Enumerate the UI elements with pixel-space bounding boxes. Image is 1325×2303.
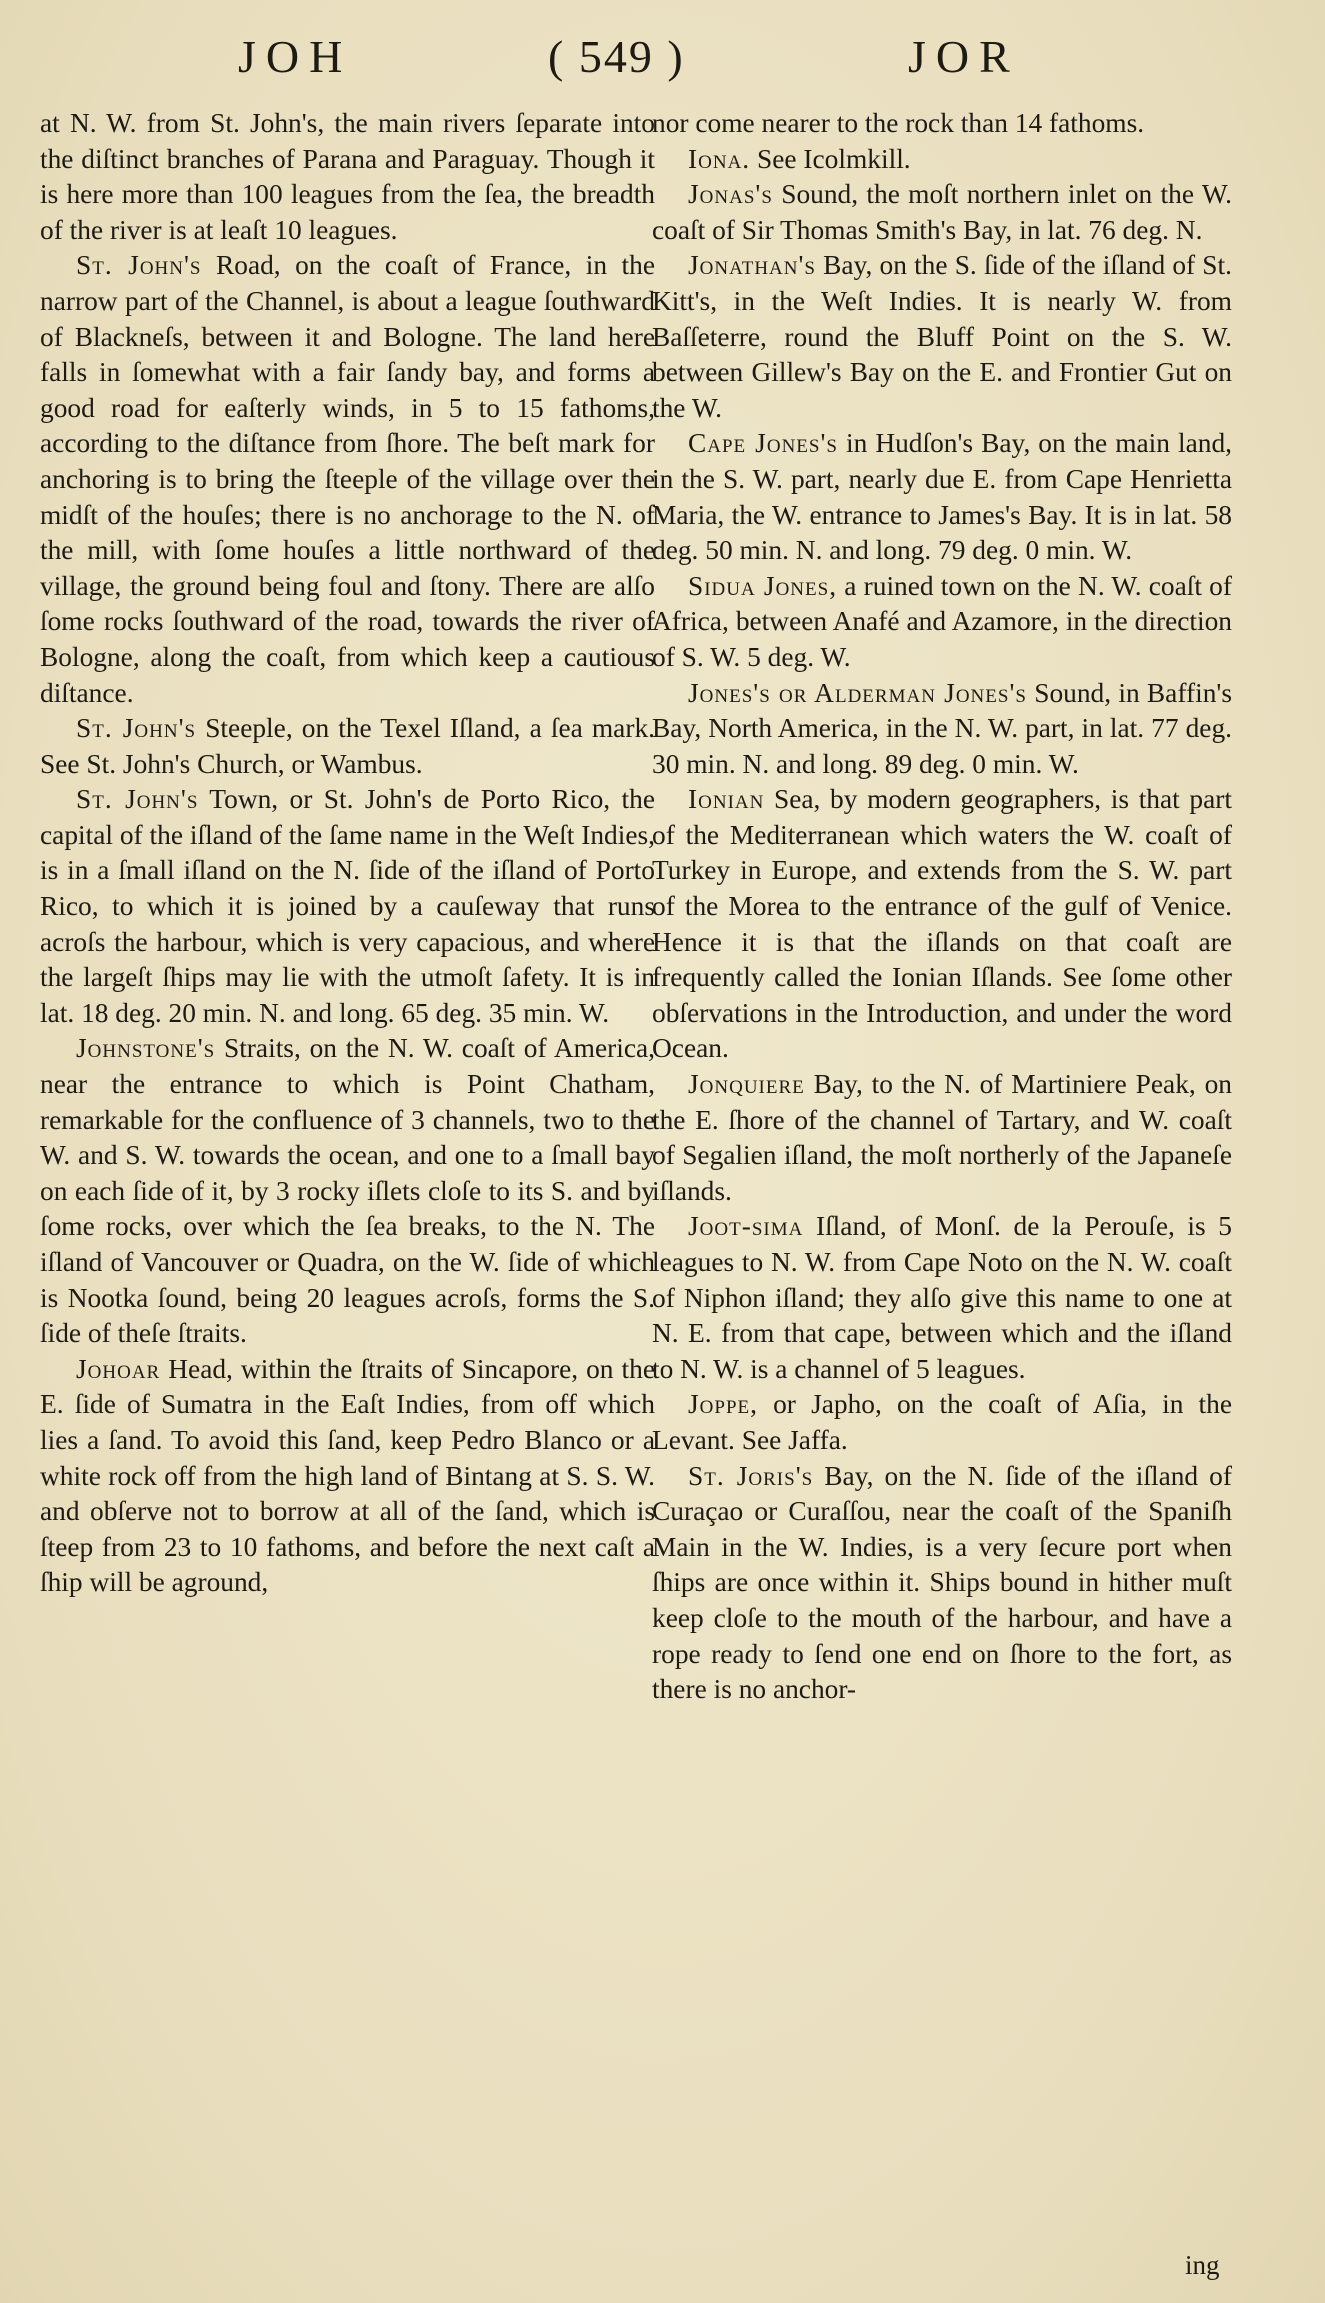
entry-cape-jones: Cape Jones's in Hudſon's Bay, on the main land, in the S. W. part, nearly due E. from Cape Henrietta Maria, the W. entrance to James's Bay. It is in lat. 58 deg. 50 min. N. and long. 79 deg. 0 min. W. <box>652 428 1232 566</box>
entry-jones-sound: Jones's or Alderman Jones's Sound, in Baffin's Bay, North America, in the N. W. part, in lat. 77 deg. 30 min. N. and long. 89 deg. 0 min. W. <box>652 677 1232 779</box>
entry-jonas: Jonas's Sound, the moſt northern inlet on the W. coaſt of Sir Thomas Smith's Bay, in lat. 76 deg. N. <box>652 179 1232 245</box>
catchword: ing <box>1185 2250 1220 2280</box>
entry-joppe: Joppe, or Japho, on the coaſt of Aſia, in the Levant. See Jaffa. <box>652 1389 1232 1455</box>
entry-iona: Iona. See Icolmkill. <box>688 143 911 174</box>
header-left: JOH <box>238 31 353 82</box>
header-right: JOR <box>908 31 1020 82</box>
entry-jonquiere: Jonquiere Bay, to the N. of Martiniere Peak, on the E. ſhore of the channel of Tartary, and W. coaſt of Segalien iſland, the moſt northerly of the Japaneſe iſlands. <box>652 1069 1232 1206</box>
entry-continuation: at N. W. from St. John's, the main rivers ſeparate into the diſtinct branches of Parana and Paraguay. Though it is here more than 100 leagues from the ſea, the breadth of the river is at leaſt 10 leagues. <box>40 108 655 245</box>
entry-jonathan: Jonathan's Bay, on the S. ſide of the iſland of St. Kitt's, in the Weſt Indies. It is nearly W. from Baſſeterre, round the Bluff Point on the S. W. between Gillew's Bay on the E. and Frontier Gut on the W. <box>652 250 1232 423</box>
left-column <box>40 106 655 1601</box>
entry-johoar: Johoar Head, within the ſtraits of Sincapore, on the E. ſide of Sumatra in the Eaſt Indies, from off which lies a ſand. To avoid this ſand, keep Pedro Blanco or a white rock off from the high land of Bintang at S. S. W. and obſerve not to borrow at all of the ſand, which is ſteep from 23 to 10 fathoms, and before the next caſt a ſhip will be aground, <box>40 1353 655 1598</box>
entry-johnstone: Johnstone's Straits, on the N. W. coaſt of America, near the entrance to which is Point Chatham, remarkable for the confluence of 3 channels, two to the W. and S. W. towards the ocean, and one to a ſmall bay on each ſide of it, by 3 rocky iſlets cloſe to its S. and by ſome rocks, over which the ſea breaks, to the N. The iſland of Vancouver or Quadra, on the W. ſide of which is Nootka ſound, being 20 leagues acroſs, forms the S. ſide of theſe ſtraits. <box>40 1033 655 1349</box>
entry-ionian: Ionian Sea, by modern geographers, is that part of the Mediterranean which waters the W. coaſt of Turkey in Europe, and extends from the S. W. part of the Morea to the entrance of the gulf of Venice. Hence it is that the iſlands on that coaſt are frequently called the Ionian Iſlands. See ſome other obſervations in the Introduction, and under the word Ocean. <box>652 784 1232 1064</box>
entry-joris: St. Joris's Bay, on the N. ſide of the iſland of Curaçao or Curaſſou, near the coaſt of the Spaniſh Main in the W. Indies, is a very ſecure port when ſhips are once within it. Ships bound in hither muſt keep cloſe to the mouth of the harbour, and have a rope ready to ſend one end on ſhore to the fort, as there is no anchor- <box>652 1460 1232 1705</box>
entry-johns-steeple: St. John's Steeple, on the Texel Iſland, a ſea mark. See St. John's Church, or Wambus. <box>40 713 655 779</box>
running-header <box>0 30 1325 100</box>
right-column <box>652 106 1232 1708</box>
entry-johns-road: St. John's Road, on the coaſt of France, in the narrow part of the Channel, is about a league ſouthward of Blackneſs, between it and Bologne. The land here falls in ſomewhat with a fair ſandy bay, and forms a good road for eaſterly winds, in 5 to 15 fathoms, according to the diſtance from ſhore. The beſt mark for anchoring is to bring the ſteeple of the village over the midſt of the houſes; there is no anchorage to the N. of the mill, with ſome houſes a little northward of the village, the ground being foul and ſtony. There are alſo ſome rocks ſouthward of the road, towards the river of Bologne, along the coaſt, from which keep a cautious diſtance. <box>40 250 655 708</box>
entry-jootsima: Joot-sima Iſland, of Monſ. de la Perouſe, is 5 leagues to N. W. from Cape Noto on the N. W. coaſt of Niphon iſland; they alſo give this name to one at N. E. from that cape, between which and the iſland to N. W. is a channel of 5 leagues. <box>652 1211 1232 1384</box>
entry-continuation-right: nor come nearer to the rock than 14 fathoms. <box>652 108 1145 138</box>
entry-sidua: Sidua Jones, a ruined town on the N. W. coaſt of Africa, between Anafé and Azamore, in the direction of S. W. 5 deg. W. <box>652 570 1233 672</box>
entry-johns-town: St. John's Town, or St. John's de Porto Rico, the capital of the iſland of the ſame name in the Weſt Indies, is in a ſmall iſland on the N. ſide of the iſland of Porto Rico, to which it is joined by a cauſeway that runs acroſs the harbour, which is very capacious, and where the largeſt ſhips may lie with the utmoſt ſafety. It is in lat. 18 deg. 20 min. N. and long. 65 deg. 35 min. W. <box>40 784 655 1028</box>
page-number: ( 549 ) <box>548 31 685 82</box>
